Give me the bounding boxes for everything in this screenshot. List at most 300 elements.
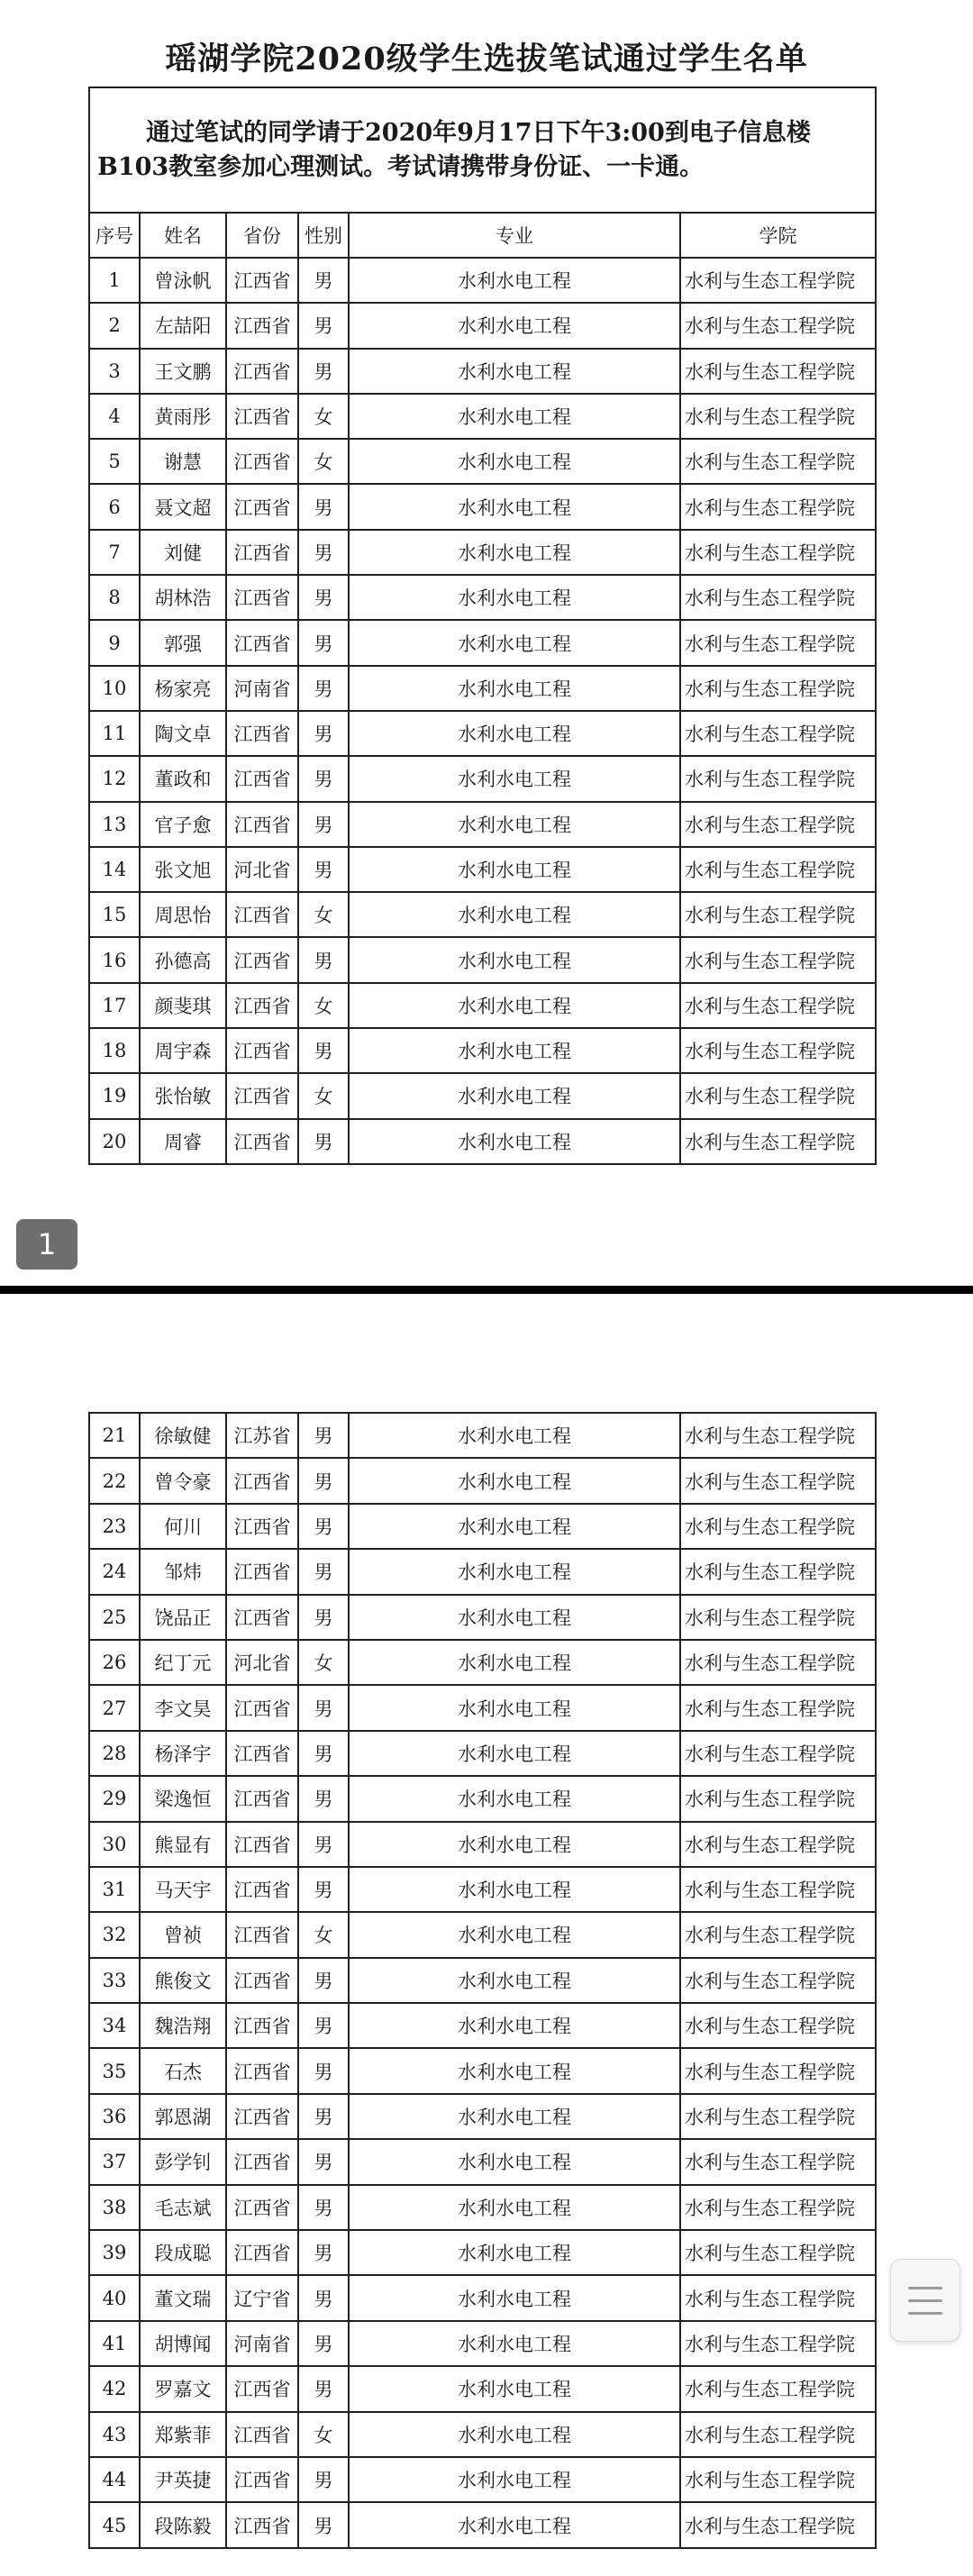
cell-college: 水利与生态工程学院 xyxy=(680,484,876,529)
cell-college: 水利与生态工程学院 xyxy=(680,349,876,394)
cell-college: 水利与生态工程学院 xyxy=(680,2230,876,2275)
cell-major: 水利水电工程 xyxy=(349,756,680,801)
cell-gender: 男 xyxy=(298,1958,349,2003)
table-row xyxy=(89,2275,876,2320)
cell-gender: 男 xyxy=(298,2502,349,2547)
cell-gender: 男 xyxy=(298,847,349,892)
cell-college: 水利与生态工程学院 xyxy=(680,1413,876,1458)
cell-index: 23 xyxy=(89,1504,140,1549)
cell-gender: 男 xyxy=(298,666,349,711)
cell-college: 水利与生态工程学院 xyxy=(680,2094,876,2139)
header-index: 序号 xyxy=(89,213,140,258)
cell-college: 水利与生态工程学院 xyxy=(680,394,876,439)
cell-college: 水利与生态工程学院 xyxy=(680,983,876,1028)
cell-name: 张怡敏 xyxy=(140,1073,226,1118)
cell-major: 水利水电工程 xyxy=(349,303,680,348)
cell-province: 江西省 xyxy=(226,2048,298,2093)
cell-college: 水利与生态工程学院 xyxy=(680,1458,876,1503)
cell-index: 12 xyxy=(89,756,140,801)
cell-gender: 男 xyxy=(298,1822,349,1867)
cell-index: 11 xyxy=(89,711,140,756)
table-row xyxy=(89,711,876,756)
cell-major: 水利水电工程 xyxy=(349,1958,680,2003)
cell-major: 水利水电工程 xyxy=(349,394,680,439)
cell-college: 水利与生态工程学院 xyxy=(680,620,876,665)
cell-name: 饶品正 xyxy=(140,1595,226,1640)
cell-college: 水利与生态工程学院 xyxy=(680,2321,876,2366)
table-row xyxy=(89,484,876,529)
cell-gender: 男 xyxy=(298,756,349,801)
cell-name: 颜斐琪 xyxy=(140,983,226,1028)
cell-gender: 男 xyxy=(298,2457,349,2502)
cell-major: 水利水电工程 xyxy=(349,349,680,394)
cell-name: 熊显有 xyxy=(140,1822,226,1867)
cell-college: 水利与生态工程学院 xyxy=(680,530,876,575)
cell-college: 水利与生态工程学院 xyxy=(680,1685,876,1730)
cell-name: 孙德高 xyxy=(140,937,226,982)
table-row xyxy=(89,2457,876,2502)
cell-college: 水利与生态工程学院 xyxy=(680,439,876,484)
cell-index: 38 xyxy=(89,2185,140,2230)
cell-province: 江西省 xyxy=(226,2139,298,2184)
cell-college: 水利与生态工程学院 xyxy=(680,1822,876,1867)
cell-major: 水利水电工程 xyxy=(349,802,680,847)
cell-province: 江西省 xyxy=(226,892,298,937)
cell-major: 水利水电工程 xyxy=(349,1776,680,1821)
cell-college: 水利与生态工程学院 xyxy=(680,2275,876,2320)
exam-notice: 通过笔试的同学请于2020年9月17日下午3:00到电子信息楼B103教室参加心理测试。考试请携带身份证、一卡通。 xyxy=(89,87,876,213)
cell-index: 37 xyxy=(89,2139,140,2184)
cell-major: 水利水电工程 xyxy=(349,1912,680,1957)
cell-major: 水利水电工程 xyxy=(349,937,680,982)
cell-index: 17 xyxy=(89,983,140,1028)
table-row xyxy=(89,2366,876,2411)
cell-college: 水利与生态工程学院 xyxy=(680,2003,876,2048)
cell-major: 水利水电工程 xyxy=(349,711,680,756)
cell-gender: 男 xyxy=(298,1776,349,1821)
cell-index: 22 xyxy=(89,1458,140,1503)
cell-college: 水利与生态工程学院 xyxy=(680,847,876,892)
cell-gender: 男 xyxy=(298,484,349,529)
cell-index: 33 xyxy=(89,1958,140,2003)
cell-index: 25 xyxy=(89,1595,140,1640)
table-row xyxy=(89,1119,876,1164)
cell-college: 水利与生态工程学院 xyxy=(680,1549,876,1594)
cell-college: 水利与生态工程学院 xyxy=(680,756,876,801)
cell-college: 水利与生态工程学院 xyxy=(680,1731,876,1776)
cell-name: 邹炜 xyxy=(140,1549,226,1594)
cell-index: 29 xyxy=(89,1776,140,1821)
cell-gender: 男 xyxy=(298,258,349,303)
cell-index: 34 xyxy=(89,2003,140,2048)
header-major: 专业 xyxy=(349,213,680,258)
cell-gender: 男 xyxy=(298,1731,349,1776)
cell-province: 江西省 xyxy=(226,1504,298,1549)
page-divider xyxy=(0,1286,973,1294)
cell-gender: 男 xyxy=(298,575,349,620)
cell-province: 江西省 xyxy=(226,2185,298,2230)
cell-province: 江西省 xyxy=(226,1731,298,1776)
cell-index: 20 xyxy=(89,1119,140,1164)
cell-province: 辽宁省 xyxy=(226,2275,298,2320)
table-row xyxy=(89,2412,876,2457)
cell-major: 水利水电工程 xyxy=(349,847,680,892)
table-row xyxy=(89,303,876,348)
cell-index: 36 xyxy=(89,2094,140,2139)
cell-province: 江西省 xyxy=(226,1549,298,1594)
cell-college: 水利与生态工程学院 xyxy=(680,1073,876,1118)
cell-gender: 男 xyxy=(298,530,349,575)
cell-index: 9 xyxy=(89,620,140,665)
cell-major: 水利水电工程 xyxy=(349,983,680,1028)
table-row xyxy=(89,349,876,394)
cell-major: 水利水电工程 xyxy=(349,892,680,937)
cell-name: 谢慧 xyxy=(140,439,226,484)
cell-major: 水利水电工程 xyxy=(349,666,680,711)
cell-province: 河南省 xyxy=(226,2321,298,2366)
table-row xyxy=(89,620,876,665)
cell-province: 河北省 xyxy=(226,847,298,892)
cell-province: 江西省 xyxy=(226,1073,298,1118)
cell-college: 水利与生态工程学院 xyxy=(680,1504,876,1549)
cell-name: 董文瑞 xyxy=(140,2275,226,2320)
table-row xyxy=(89,802,876,847)
cell-index: 13 xyxy=(89,802,140,847)
cell-gender: 男 xyxy=(298,1119,349,1164)
cell-province: 江西省 xyxy=(226,1119,298,1164)
cell-gender: 男 xyxy=(298,1549,349,1594)
cell-major: 水利水电工程 xyxy=(349,2412,680,2457)
cell-index: 24 xyxy=(89,1549,140,1594)
cell-major: 水利水电工程 xyxy=(349,2003,680,2048)
cell-major: 水利水电工程 xyxy=(349,1504,680,1549)
cell-gender: 男 xyxy=(298,2048,349,2093)
cell-name: 熊俊文 xyxy=(140,1958,226,2003)
menu-icon-bar xyxy=(908,2312,942,2315)
cell-gender: 男 xyxy=(298,1595,349,1640)
cell-gender: 女 xyxy=(298,394,349,439)
cell-index: 39 xyxy=(89,2230,140,2275)
cell-name: 杨泽宇 xyxy=(140,1731,226,1776)
cell-major: 水利水电工程 xyxy=(349,2185,680,2230)
cell-college: 水利与生态工程学院 xyxy=(680,711,876,756)
cell-college: 水利与生态工程学院 xyxy=(680,2502,876,2547)
table-row xyxy=(89,2048,876,2093)
cell-gender: 女 xyxy=(298,2412,349,2457)
table-row xyxy=(89,1958,876,2003)
cell-province: 河南省 xyxy=(226,666,298,711)
table-row xyxy=(89,2094,876,2139)
cell-college: 水利与生态工程学院 xyxy=(680,2366,876,2411)
cell-name: 曾泳帆 xyxy=(140,258,226,303)
cell-gender: 男 xyxy=(298,2094,349,2139)
table-row xyxy=(89,1413,876,1458)
cell-college: 水利与生态工程学院 xyxy=(680,2457,876,2502)
cell-index: 14 xyxy=(89,847,140,892)
cell-college: 水利与生态工程学院 xyxy=(680,258,876,303)
cell-index: 3 xyxy=(89,349,140,394)
cell-name: 官子愈 xyxy=(140,802,226,847)
table-row xyxy=(89,258,876,303)
cell-index: 6 xyxy=(89,484,140,529)
cell-index: 19 xyxy=(89,1073,140,1118)
table-row xyxy=(89,575,876,620)
cell-index: 5 xyxy=(89,439,140,484)
cell-gender: 男 xyxy=(298,711,349,756)
cell-gender: 女 xyxy=(298,1640,349,1685)
cell-province: 江西省 xyxy=(226,394,298,439)
table-row xyxy=(89,1504,876,1549)
table-row xyxy=(89,1685,876,1730)
cell-name: 周睿 xyxy=(140,1119,226,1164)
cell-gender: 女 xyxy=(298,439,349,484)
cell-name: 魏浩翔 xyxy=(140,2003,226,2048)
cell-college: 水利与生态工程学院 xyxy=(680,937,876,982)
cell-province: 江西省 xyxy=(226,530,298,575)
cell-index: 8 xyxy=(89,575,140,620)
cell-province: 江西省 xyxy=(226,711,298,756)
cell-gender: 男 xyxy=(298,1504,349,1549)
table-row xyxy=(89,439,876,484)
cell-college: 水利与生态工程学院 xyxy=(680,1912,876,1957)
cell-gender: 男 xyxy=(298,1028,349,1073)
cell-province: 江西省 xyxy=(226,575,298,620)
cell-college: 水利与生态工程学院 xyxy=(680,1640,876,1685)
cell-province: 江西省 xyxy=(226,2412,298,2457)
cell-index: 31 xyxy=(89,1867,140,1912)
table-row xyxy=(89,1458,876,1503)
cell-name: 杨家亮 xyxy=(140,666,226,711)
cell-index: 10 xyxy=(89,666,140,711)
cell-gender: 男 xyxy=(298,303,349,348)
cell-index: 42 xyxy=(89,2366,140,2411)
table-header-row xyxy=(89,213,876,258)
cell-major: 水利水电工程 xyxy=(349,2502,680,2547)
cell-gender: 男 xyxy=(298,2139,349,2184)
cell-college: 水利与生态工程学院 xyxy=(680,2139,876,2184)
cell-name: 梁逸恒 xyxy=(140,1776,226,1821)
cell-major: 水利水电工程 xyxy=(349,1685,680,1730)
cell-major: 水利水电工程 xyxy=(349,2321,680,2366)
table-row xyxy=(89,983,876,1028)
cell-college: 水利与生态工程学院 xyxy=(680,1028,876,1073)
cell-major: 水利水电工程 xyxy=(349,620,680,665)
table-row xyxy=(89,1549,876,1594)
cell-index: 2 xyxy=(89,303,140,348)
table-row xyxy=(89,847,876,892)
cell-province: 江西省 xyxy=(226,1958,298,2003)
cell-province: 江西省 xyxy=(226,2457,298,2502)
cell-gender: 男 xyxy=(298,1413,349,1458)
student-table-page-1 xyxy=(88,86,877,1165)
cell-index: 18 xyxy=(89,1028,140,1073)
cell-major: 水利水电工程 xyxy=(349,1413,680,1458)
cell-gender: 男 xyxy=(298,620,349,665)
cell-major: 水利水电工程 xyxy=(349,1731,680,1776)
cell-province: 江西省 xyxy=(226,1595,298,1640)
cell-college: 水利与生态工程学院 xyxy=(680,2048,876,2093)
cell-major: 水利水电工程 xyxy=(349,1640,680,1685)
cell-name: 尹英捷 xyxy=(140,2457,226,2502)
cell-gender: 男 xyxy=(298,2185,349,2230)
cell-name: 董政和 xyxy=(140,756,226,801)
page-title: 瑶湖学院2020级学生选拔笔试通过学生名单 xyxy=(165,41,808,77)
cell-province: 江西省 xyxy=(226,2366,298,2411)
cell-index: 45 xyxy=(89,2502,140,2547)
cell-college: 水利与生态工程学院 xyxy=(680,666,876,711)
cell-major: 水利水电工程 xyxy=(349,1119,680,1164)
cell-name: 黄雨彤 xyxy=(140,394,226,439)
table-row xyxy=(89,1640,876,1685)
cell-name: 彭学钊 xyxy=(140,2139,226,2184)
cell-gender: 女 xyxy=(298,1073,349,1118)
cell-major: 水利水电工程 xyxy=(349,2048,680,2093)
cell-province: 江西省 xyxy=(226,349,298,394)
cell-name: 曾令豪 xyxy=(140,1458,226,1503)
header-gender: 性别 xyxy=(298,213,349,258)
cell-major: 水利水电工程 xyxy=(349,1595,680,1640)
cell-index: 41 xyxy=(89,2321,140,2366)
cell-name: 马天宇 xyxy=(140,1867,226,1912)
cell-name: 张文旭 xyxy=(140,847,226,892)
cell-province: 江西省 xyxy=(226,484,298,529)
cell-major: 水利水电工程 xyxy=(349,1822,680,1867)
cell-name: 何川 xyxy=(140,1504,226,1549)
cell-major: 水利水电工程 xyxy=(349,1549,680,1594)
cell-index: 7 xyxy=(89,530,140,575)
cell-name: 聂文超 xyxy=(140,484,226,529)
cell-major: 水利水电工程 xyxy=(349,1073,680,1118)
table-row xyxy=(89,530,876,575)
cell-major: 水利水电工程 xyxy=(349,2139,680,2184)
cell-index: 26 xyxy=(89,1640,140,1685)
cell-name: 纪丁元 xyxy=(140,1640,226,1685)
cell-index: 44 xyxy=(89,2457,140,2502)
cell-province: 江西省 xyxy=(226,1912,298,1957)
cell-college: 水利与生态工程学院 xyxy=(680,2412,876,2457)
cell-gender: 男 xyxy=(298,2366,349,2411)
cell-name: 徐敏健 xyxy=(140,1413,226,1458)
cell-major: 水利水电工程 xyxy=(349,2275,680,2320)
menu-button[interactable] xyxy=(890,2259,960,2342)
cell-college: 水利与生态工程学院 xyxy=(680,1776,876,1821)
cell-province: 江西省 xyxy=(226,1028,298,1073)
cell-province: 江西省 xyxy=(226,1867,298,1912)
cell-name: 周宇森 xyxy=(140,1028,226,1073)
cell-major: 水利水电工程 xyxy=(349,484,680,529)
cell-name: 曾祯 xyxy=(140,1912,226,1957)
table-row xyxy=(89,892,876,937)
table-row xyxy=(89,1595,876,1640)
cell-gender: 男 xyxy=(298,2230,349,2275)
cell-gender: 女 xyxy=(298,1912,349,1957)
cell-index: 28 xyxy=(89,1731,140,1776)
cell-college: 水利与生态工程学院 xyxy=(680,303,876,348)
cell-major: 水利水电工程 xyxy=(349,439,680,484)
cell-name: 胡林浩 xyxy=(140,575,226,620)
table-row xyxy=(89,1073,876,1118)
table-row xyxy=(89,2003,876,2048)
cell-gender: 男 xyxy=(298,1685,349,1730)
cell-province: 江西省 xyxy=(226,937,298,982)
cell-index: 32 xyxy=(89,1912,140,1957)
cell-province: 江西省 xyxy=(226,258,298,303)
cell-name: 郭强 xyxy=(140,620,226,665)
cell-college: 水利与生态工程学院 xyxy=(680,1867,876,1912)
cell-province: 江西省 xyxy=(226,2003,298,2048)
table-row xyxy=(89,2321,876,2366)
cell-province: 江西省 xyxy=(226,2230,298,2275)
cell-province: 江西省 xyxy=(226,620,298,665)
table-row xyxy=(89,394,876,439)
cell-gender: 男 xyxy=(298,2275,349,2320)
cell-major: 水利水电工程 xyxy=(349,2230,680,2275)
table-row xyxy=(89,1867,876,1912)
cell-major: 水利水电工程 xyxy=(349,530,680,575)
cell-name: 段成聪 xyxy=(140,2230,226,2275)
cell-province: 江西省 xyxy=(226,439,298,484)
cell-gender: 女 xyxy=(298,983,349,1028)
cell-name: 郭恩湖 xyxy=(140,2094,226,2139)
cell-major: 水利水电工程 xyxy=(349,575,680,620)
table-row xyxy=(89,1028,876,1073)
cell-major: 水利水电工程 xyxy=(349,2366,680,2411)
table-row xyxy=(89,2185,876,2230)
cell-index: 1 xyxy=(89,258,140,303)
cell-province: 江西省 xyxy=(226,2094,298,2139)
header-province: 省份 xyxy=(226,213,298,258)
cell-name: 李文昊 xyxy=(140,1685,226,1730)
cell-index: 30 xyxy=(89,1822,140,1867)
cell-major: 水利水电工程 xyxy=(349,1028,680,1073)
cell-major: 水利水电工程 xyxy=(349,1458,680,1503)
table-row xyxy=(89,666,876,711)
cell-college: 水利与生态工程学院 xyxy=(680,575,876,620)
cell-gender: 男 xyxy=(298,2003,349,2048)
table-row xyxy=(89,1776,876,1821)
page-number-badge: 1 xyxy=(16,1219,77,1270)
cell-major: 水利水电工程 xyxy=(349,2457,680,2502)
cell-college: 水利与生态工程学院 xyxy=(680,892,876,937)
cell-college: 水利与生态工程学院 xyxy=(680,1119,876,1164)
cell-name: 毛志斌 xyxy=(140,2185,226,2230)
cell-index: 4 xyxy=(89,394,140,439)
cell-index: 16 xyxy=(89,937,140,982)
cell-gender: 男 xyxy=(298,1458,349,1503)
cell-name: 周思怡 xyxy=(140,892,226,937)
cell-name: 左喆阳 xyxy=(140,303,226,348)
cell-gender: 男 xyxy=(298,1867,349,1912)
cell-province: 江西省 xyxy=(226,1822,298,1867)
cell-name: 王文鹏 xyxy=(140,349,226,394)
cell-province: 江西省 xyxy=(226,2502,298,2547)
cell-name: 胡博闻 xyxy=(140,2321,226,2366)
cell-gender: 女 xyxy=(298,892,349,937)
cell-index: 15 xyxy=(89,892,140,937)
cell-province: 江西省 xyxy=(226,802,298,847)
table-row xyxy=(89,937,876,982)
cell-name: 石杰 xyxy=(140,2048,226,2093)
cell-major: 水利水电工程 xyxy=(349,1867,680,1912)
table-row xyxy=(89,2230,876,2275)
table-row xyxy=(89,756,876,801)
cell-college: 水利与生态工程学院 xyxy=(680,802,876,847)
header-college: 学院 xyxy=(680,213,876,258)
header-name: 姓名 xyxy=(140,213,226,258)
cell-gender: 男 xyxy=(298,802,349,847)
table-row xyxy=(89,1731,876,1776)
cell-province: 江苏省 xyxy=(226,1413,298,1458)
